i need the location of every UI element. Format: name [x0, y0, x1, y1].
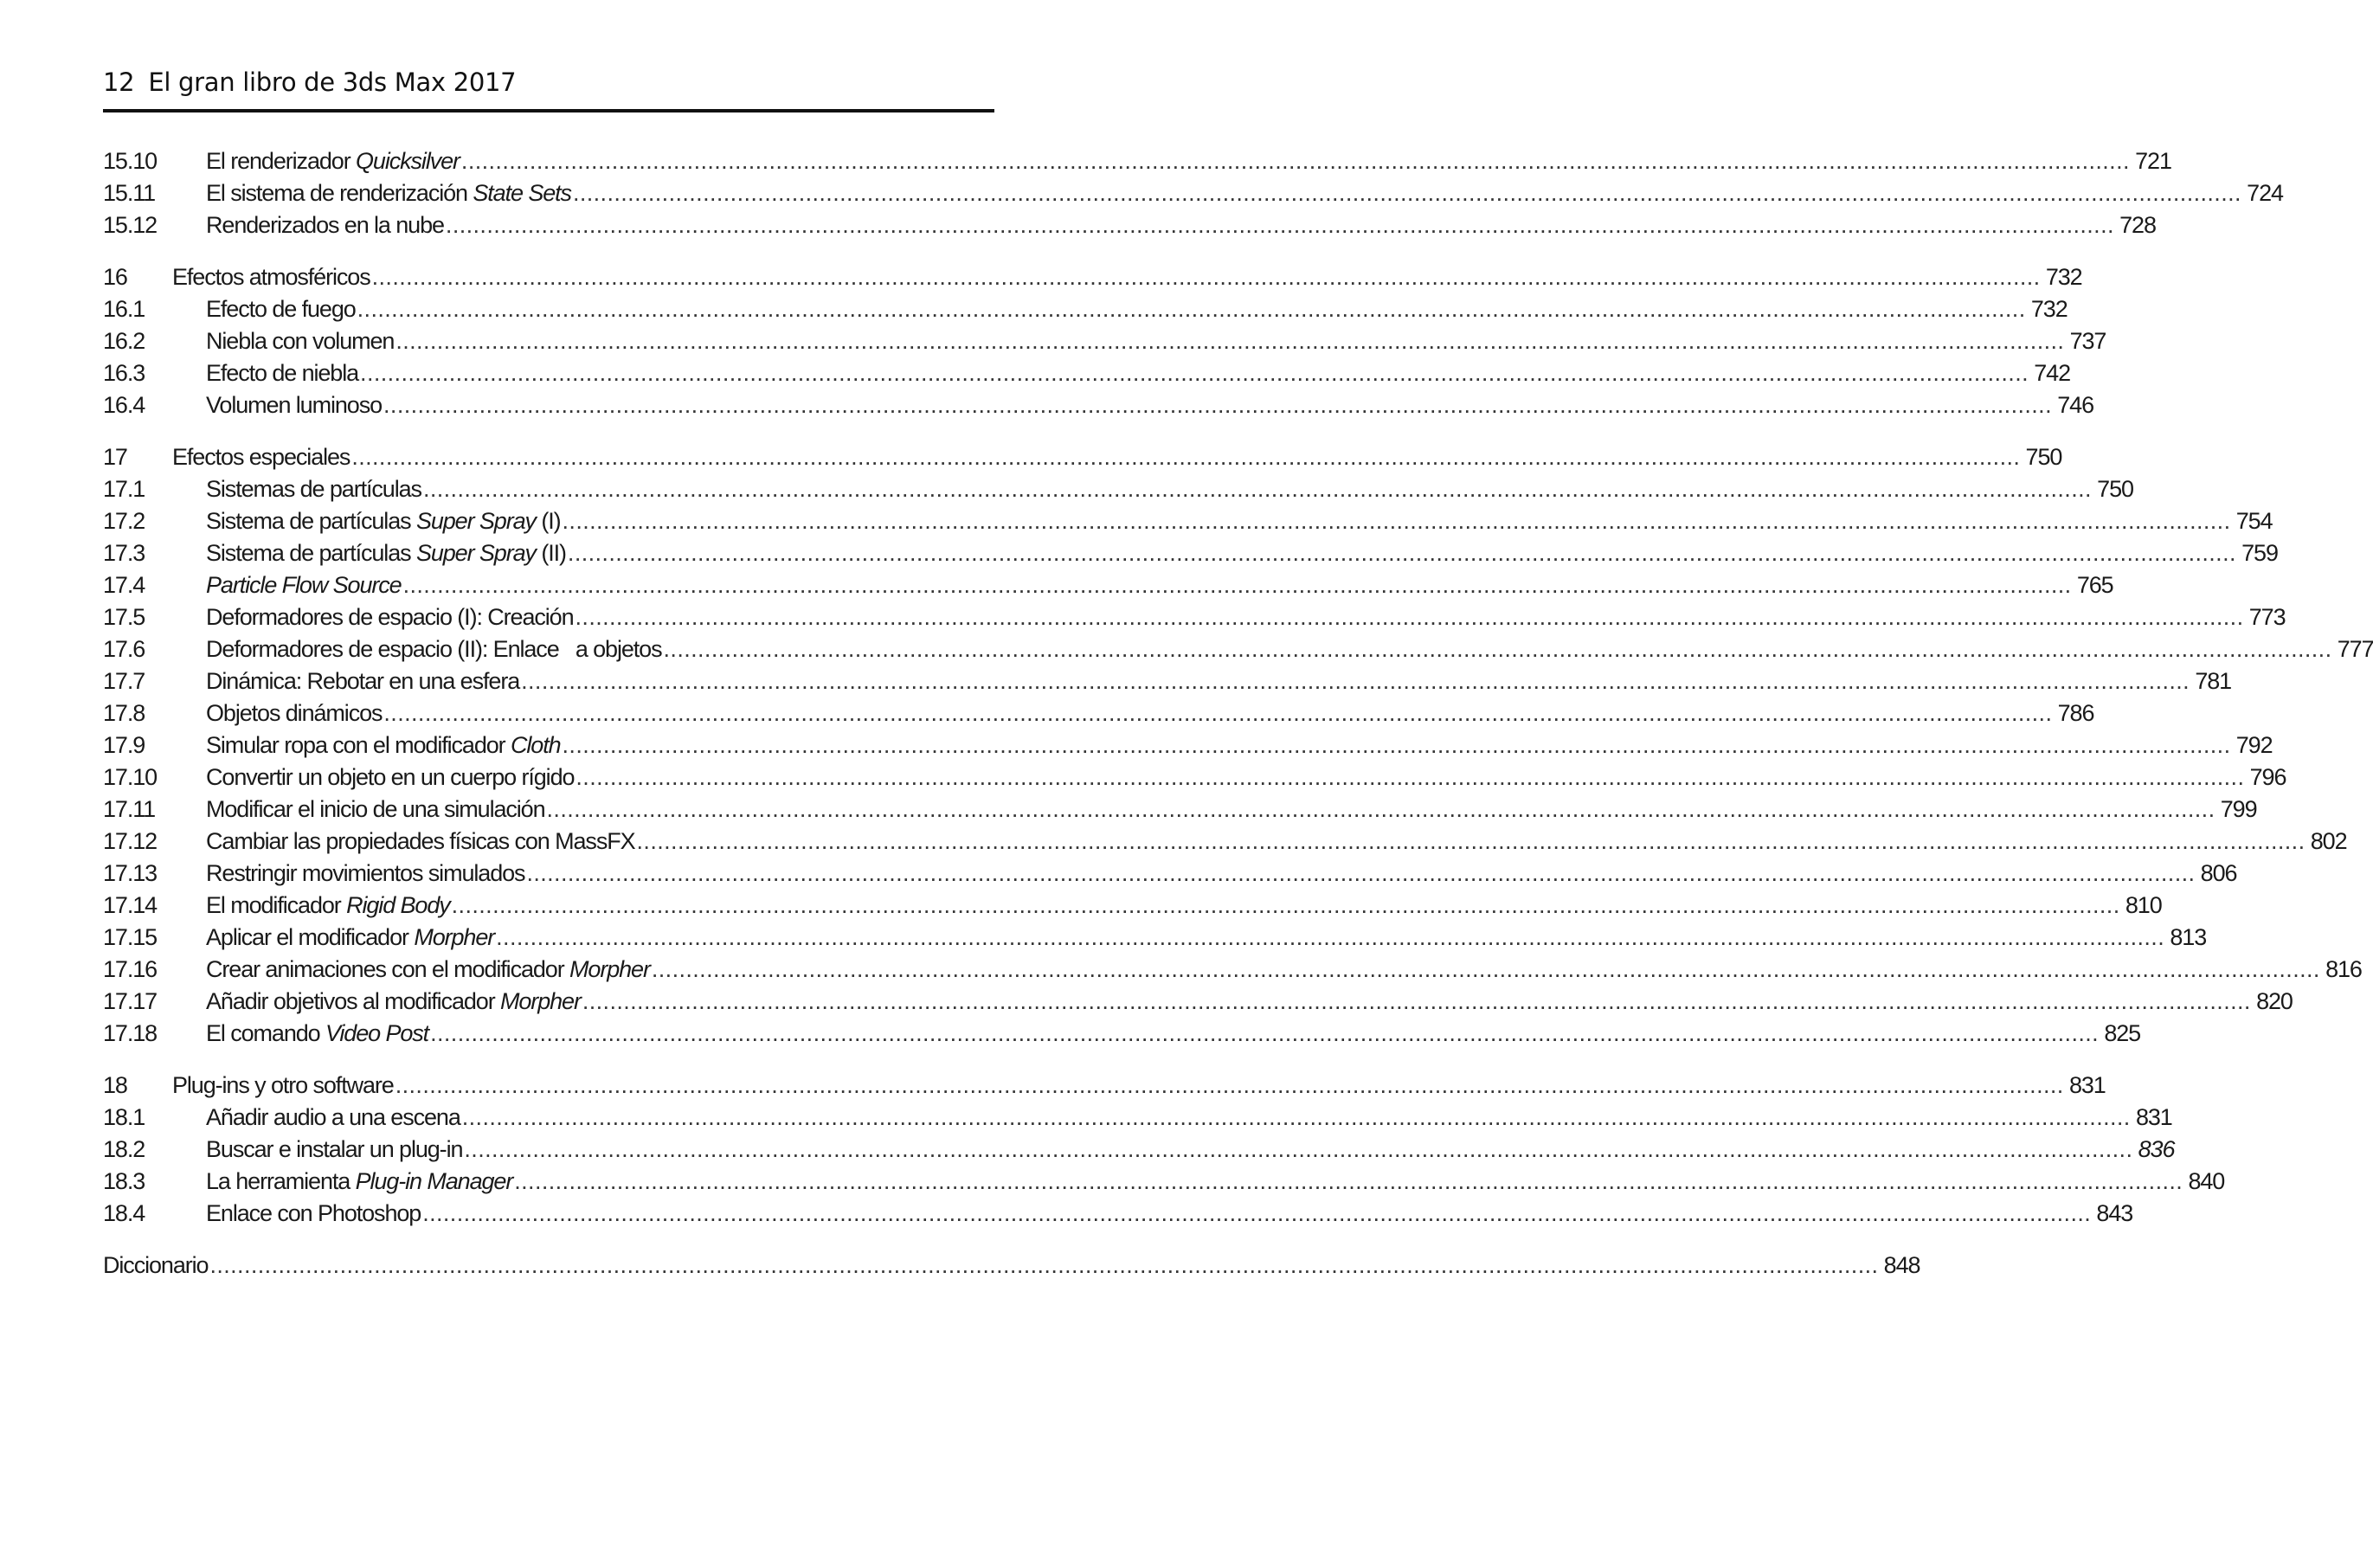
page-number: 12: [103, 67, 135, 97]
toc-entry-number: 17.6: [103, 636, 145, 662]
toc-entry-title: [206, 986, 581, 1018]
toc-chapter-entry: [103, 1070, 2106, 1102]
toc-title-italic-part: Video Post: [325, 1020, 429, 1046]
toc-entry-number: 18.2: [103, 1136, 145, 1162]
toc-dot-leader: [464, 1134, 2132, 1166]
toc-page-number: 796: [2249, 764, 2286, 790]
toc-dictionary-entry: [103, 1250, 1920, 1282]
toc-title-part: Efecto de fuego: [206, 296, 356, 322]
toc-entry-number: 16.1: [103, 296, 145, 322]
toc-title-part: Añadir audio a una escena: [206, 1104, 460, 1130]
toc-dot-leader: [514, 1166, 2183, 1198]
toc-dot-leader: [573, 177, 2241, 209]
toc-page-number: 816: [2325, 956, 2362, 982]
toc-page-number: 848: [1883, 1252, 1920, 1278]
toc-entry-number: 17.5: [103, 604, 145, 630]
toc-title-part: Convertir un objeto en un cuerpo rígido: [206, 764, 575, 790]
toc-entry-title: [206, 794, 545, 826]
toc-entry-title: [206, 209, 444, 241]
toc-entry-title: [206, 1166, 512, 1198]
toc-entry-title: [206, 325, 394, 357]
toc-title-part: Simular ropa con el modificador: [206, 732, 511, 758]
toc-title-part: Añadir objetivos al modificador: [206, 988, 500, 1014]
toc-entry-number: 17.12: [103, 828, 158, 854]
toc-title-part: El modificador: [206, 892, 347, 918]
toc-entry-title: [206, 1198, 421, 1230]
toc-dot-leader: [521, 665, 2190, 697]
toc-entry-number: 17.8: [103, 700, 145, 726]
toc-dot-leader: [568, 537, 2236, 569]
toc-section-entry: [103, 569, 2113, 601]
toc-section-entry: [103, 665, 2232, 697]
toc-entry-title: [172, 1070, 394, 1102]
toc-page-number: 799: [2220, 796, 2257, 822]
toc-dot-leader: [396, 1070, 2064, 1102]
toc-entry-number: 17.10: [103, 764, 158, 790]
toc-entry-title: [206, 826, 635, 858]
toc-title-part: (I): [535, 508, 561, 534]
toc-dot-leader: [446, 209, 2114, 241]
toc-entry-number: 16.4: [103, 392, 145, 418]
toc-title-part: El sistema de renderización: [206, 180, 473, 206]
toc-dot-leader: [351, 441, 2020, 473]
toc-entry-number: 17.3: [103, 540, 145, 566]
toc-entry-number: 17.14: [103, 892, 158, 918]
toc-page-number: 825: [2104, 1020, 2141, 1046]
toc-section-entry: [103, 858, 2237, 890]
toc-entry-title: [206, 537, 566, 569]
toc-title-italic-part: Quicksilver: [356, 148, 460, 174]
toc-title-part: Buscar e instalar un plug-in: [206, 1136, 463, 1162]
toc-section-entry: [103, 1134, 2175, 1166]
toc-entry-number: 17.1: [103, 476, 145, 502]
toc-entry-title: [206, 177, 571, 209]
toc-page-number: 724: [2247, 180, 2283, 206]
toc-dot-leader: [422, 1198, 2091, 1230]
toc-title-part: Renderizados en la nube: [206, 212, 444, 238]
toc-section-entry: [103, 826, 2347, 858]
toc-title-part: Sistemas de partículas: [206, 476, 421, 502]
toc-entry-title: [206, 293, 356, 325]
toc-chapter-entry: [103, 441, 2062, 473]
toc-entry-number: 17.4: [103, 572, 145, 598]
toc-entry-title: [206, 569, 402, 601]
toc-entry-title: [206, 858, 524, 890]
toc-page-number: 737: [2069, 328, 2106, 354]
toc-section-entry: [103, 537, 2278, 569]
toc-entry-number: 15.12: [103, 212, 158, 238]
toc-entry-title: [206, 473, 421, 505]
toc-title-part: Efectos atmosféricos: [172, 264, 370, 290]
toc-entry-title: [206, 954, 650, 986]
toc-title-part: La herramienta: [206, 1168, 356, 1194]
toc-dot-leader: [209, 1250, 1878, 1282]
toc-page-number: 773: [2248, 604, 2286, 630]
toc-title-italic-part: Particle Flow Source: [206, 572, 402, 598]
toc-page-number: 742: [2034, 360, 2071, 386]
toc-entry-number: 18.4: [103, 1200, 145, 1226]
toc-dot-leader: [357, 293, 2026, 325]
toc-dot-leader: [461, 145, 2130, 177]
toc-section-entry: [103, 1102, 2172, 1134]
toc-dot-leader: [396, 325, 2064, 357]
table-of-contents: [103, 145, 2373, 1282]
toc-entry-number: 17.16: [103, 956, 158, 982]
toc-dot-leader: [423, 473, 2092, 505]
toc-dot-leader: [383, 389, 2052, 421]
toc-entry-title: [206, 1134, 462, 1166]
toc-title-italic-part: Rigid Body: [346, 892, 450, 918]
toc-entry-number: 16.3: [103, 360, 145, 386]
toc-section-entry: [103, 794, 2257, 826]
toc-page-number: 765: [2076, 572, 2113, 598]
toc-entry-title: [103, 1250, 208, 1282]
toc-title-part: Sistema de partículas: [206, 508, 416, 534]
toc-entry-number: 17: [103, 444, 127, 470]
toc-title-part: Restringir movimientos simulados: [206, 860, 525, 886]
toc-section-entry: [103, 473, 2133, 505]
toc-section-entry: [103, 1198, 2133, 1230]
toc-dot-leader: [637, 826, 2305, 858]
toc-entry-title: [206, 633, 662, 665]
toc-entry-title: [206, 665, 519, 697]
toc-section-entry: [103, 922, 2207, 954]
toc-entry-number: 16: [103, 264, 127, 290]
toc-title-part: Efectos especiales: [172, 444, 350, 470]
toc-page-number: 777: [2337, 636, 2373, 662]
book-title: El gran libro de 3ds Max 2017: [148, 67, 517, 97]
toc-page-number: 732: [2030, 296, 2068, 322]
toc-dot-leader: [372, 261, 2041, 293]
toc-page-number: 746: [2057, 392, 2093, 418]
toc-section-entry: [103, 177, 2283, 209]
toc-title-part: Volumen luminoso: [206, 392, 383, 418]
toc-page-number: 836: [2138, 1136, 2175, 1162]
toc-entry-number: 18: [103, 1072, 127, 1098]
toc-page-number: 750: [2025, 444, 2062, 470]
toc-entry-title: [206, 505, 561, 537]
toc-entry-title: [206, 890, 450, 922]
toc-entry-number: 17.18: [103, 1020, 158, 1046]
toc-entry-number: 17.17: [103, 988, 158, 1014]
toc-title-italic-part: Morpher: [569, 956, 650, 982]
toc-dot-leader: [430, 1018, 2099, 1050]
toc-page-number: 750: [2097, 476, 2133, 502]
toc-title-part: Enlace con Photoshop: [206, 1200, 421, 1226]
toc-title-part: Crear animaciones con el modificador: [206, 956, 570, 982]
toc-section-entry: [103, 1166, 2225, 1198]
toc-dot-leader: [383, 697, 2052, 729]
toc-title-italic-part: Morpher: [500, 988, 581, 1014]
toc-section-entry: [103, 986, 2293, 1018]
toc-page-number: 802: [2310, 828, 2347, 854]
toc-entry-number: 17.15: [103, 924, 158, 950]
toc-title-part: El comando: [206, 1020, 325, 1046]
toc-entry-title: [206, 1102, 460, 1134]
toc-page-number: 813: [2170, 924, 2207, 950]
toc-dot-leader: [452, 890, 2120, 922]
toc-page-number: 786: [2057, 700, 2094, 726]
toc-page-number: 792: [2235, 732, 2273, 758]
toc-section-entry: [103, 293, 2068, 325]
toc-page-number: 721: [2135, 148, 2171, 174]
toc-dot-leader: [360, 357, 2029, 389]
toc-entry-title: [206, 389, 382, 421]
toc-section-entry: [103, 890, 2162, 922]
toc-section-entry: [103, 601, 2286, 633]
toc-dot-leader: [582, 986, 2251, 1018]
toc-title-part: Niebla con volumen: [206, 328, 395, 354]
toc-title-italic-part: Morpher: [414, 924, 495, 950]
toc-title-italic-part: Super Spray: [415, 540, 536, 566]
toc-title-part: Plug-ins y otro software: [172, 1072, 394, 1098]
toc-entry-number: 16.2: [103, 328, 145, 354]
toc-title-part: Deformadores de espacio (II): Enlace a objetos: [206, 636, 662, 662]
toc-entry-number: 17.13: [103, 860, 158, 886]
toc-dot-leader: [576, 762, 2244, 794]
toc-section-entry: [103, 145, 2171, 177]
toc-dot-leader: [526, 858, 2195, 890]
toc-page-number: 820: [2256, 988, 2293, 1014]
toc-title-part: Objetos dinámicos: [206, 700, 383, 726]
toc-section-entry: [103, 697, 2094, 729]
toc-entry-number: 17.7: [103, 668, 145, 694]
toc-page-number: 831: [2135, 1104, 2172, 1130]
toc-title-italic-part: Cloth: [510, 732, 561, 758]
toc-section-entry: [103, 325, 2106, 357]
toc-page-number: 806: [2200, 860, 2237, 886]
toc-entry-title: [206, 601, 574, 633]
toc-page-number: 754: [2235, 508, 2273, 534]
toc-section-entry: [103, 357, 2071, 389]
toc-title-italic-part: Plug-in Manager: [355, 1168, 513, 1194]
toc-title-part: Efecto de niebla: [206, 360, 359, 386]
toc-entry-number: 17.11: [103, 796, 156, 822]
toc-title-part: El renderizador: [206, 148, 356, 174]
toc-section-entry: [103, 762, 2286, 794]
toc-entry-title: [206, 697, 382, 729]
toc-entry-title: [206, 729, 561, 762]
toc-title-part: Diccionario: [103, 1252, 209, 1278]
toc-dot-leader: [576, 601, 2244, 633]
toc-page-number: 728: [2119, 212, 2156, 238]
toc-section-entry: [103, 1018, 2141, 1050]
toc-chapter-entry: [103, 261, 2082, 293]
toc-title-part: Aplicar el modificador: [206, 924, 415, 950]
page-header: [103, 62, 994, 112]
toc-dot-leader: [664, 633, 2332, 665]
toc-entry-title: [206, 762, 574, 794]
toc-section-entry: [103, 505, 2273, 537]
toc-title-part: Deformadores de espacio (I): Creación: [206, 604, 574, 630]
toc-page-number: 781: [2195, 668, 2232, 694]
toc-entry-title: [206, 145, 460, 177]
toc-entry-title: [206, 922, 494, 954]
running-head: [103, 67, 516, 97]
toc-section-entry: [103, 954, 2362, 986]
toc-title-italic-part: Super Spray: [415, 508, 536, 534]
toc-entry-number: 18.3: [103, 1168, 145, 1194]
toc-entry-number: 15.10: [103, 148, 158, 174]
toc-entry-number: 17.9: [103, 732, 145, 758]
toc-dot-leader: [496, 922, 2164, 954]
toc-entry-number: 17.2: [103, 508, 145, 534]
toc-section-entry: [103, 209, 2156, 241]
toc-dot-leader: [462, 1102, 2131, 1134]
toc-title-part: Modificar el inicio de una simulación: [206, 796, 545, 822]
toc-entry-title: [206, 1018, 428, 1050]
toc-dot-leader: [563, 505, 2231, 537]
toc-title-part: Sistema de partículas: [206, 540, 416, 566]
toc-dot-leader: [547, 794, 2215, 826]
toc-page-number: 759: [2241, 540, 2278, 566]
toc-section-entry: [103, 729, 2273, 762]
toc-dot-leader: [403, 569, 2072, 601]
toc-title-part: (II): [535, 540, 566, 566]
toc-dot-leader: [563, 729, 2231, 762]
toc-title-part: Cambiar las propiedades físicas con MassFX: [206, 828, 635, 854]
toc-entry-number: 18.1: [103, 1104, 145, 1130]
toc-title-italic-part: State Sets: [473, 180, 571, 206]
toc-section-entry: [103, 633, 2373, 665]
toc-page-number: 843: [2096, 1200, 2133, 1226]
toc-entry-number: 15.11: [103, 180, 156, 206]
toc-section-entry: [103, 389, 2093, 421]
toc-dot-leader: [652, 954, 2320, 986]
toc-title-part: Dinámica: Rebotar en una esfera: [206, 668, 520, 694]
toc-entry-title: [206, 357, 358, 389]
toc-entry-title: [172, 261, 370, 293]
toc-page-number: 732: [2045, 264, 2082, 290]
toc-page-number: 840: [2188, 1168, 2225, 1194]
toc-page-number: 831: [2068, 1072, 2106, 1098]
toc-page-number: 810: [2125, 892, 2162, 918]
toc-entry-title: [172, 441, 350, 473]
